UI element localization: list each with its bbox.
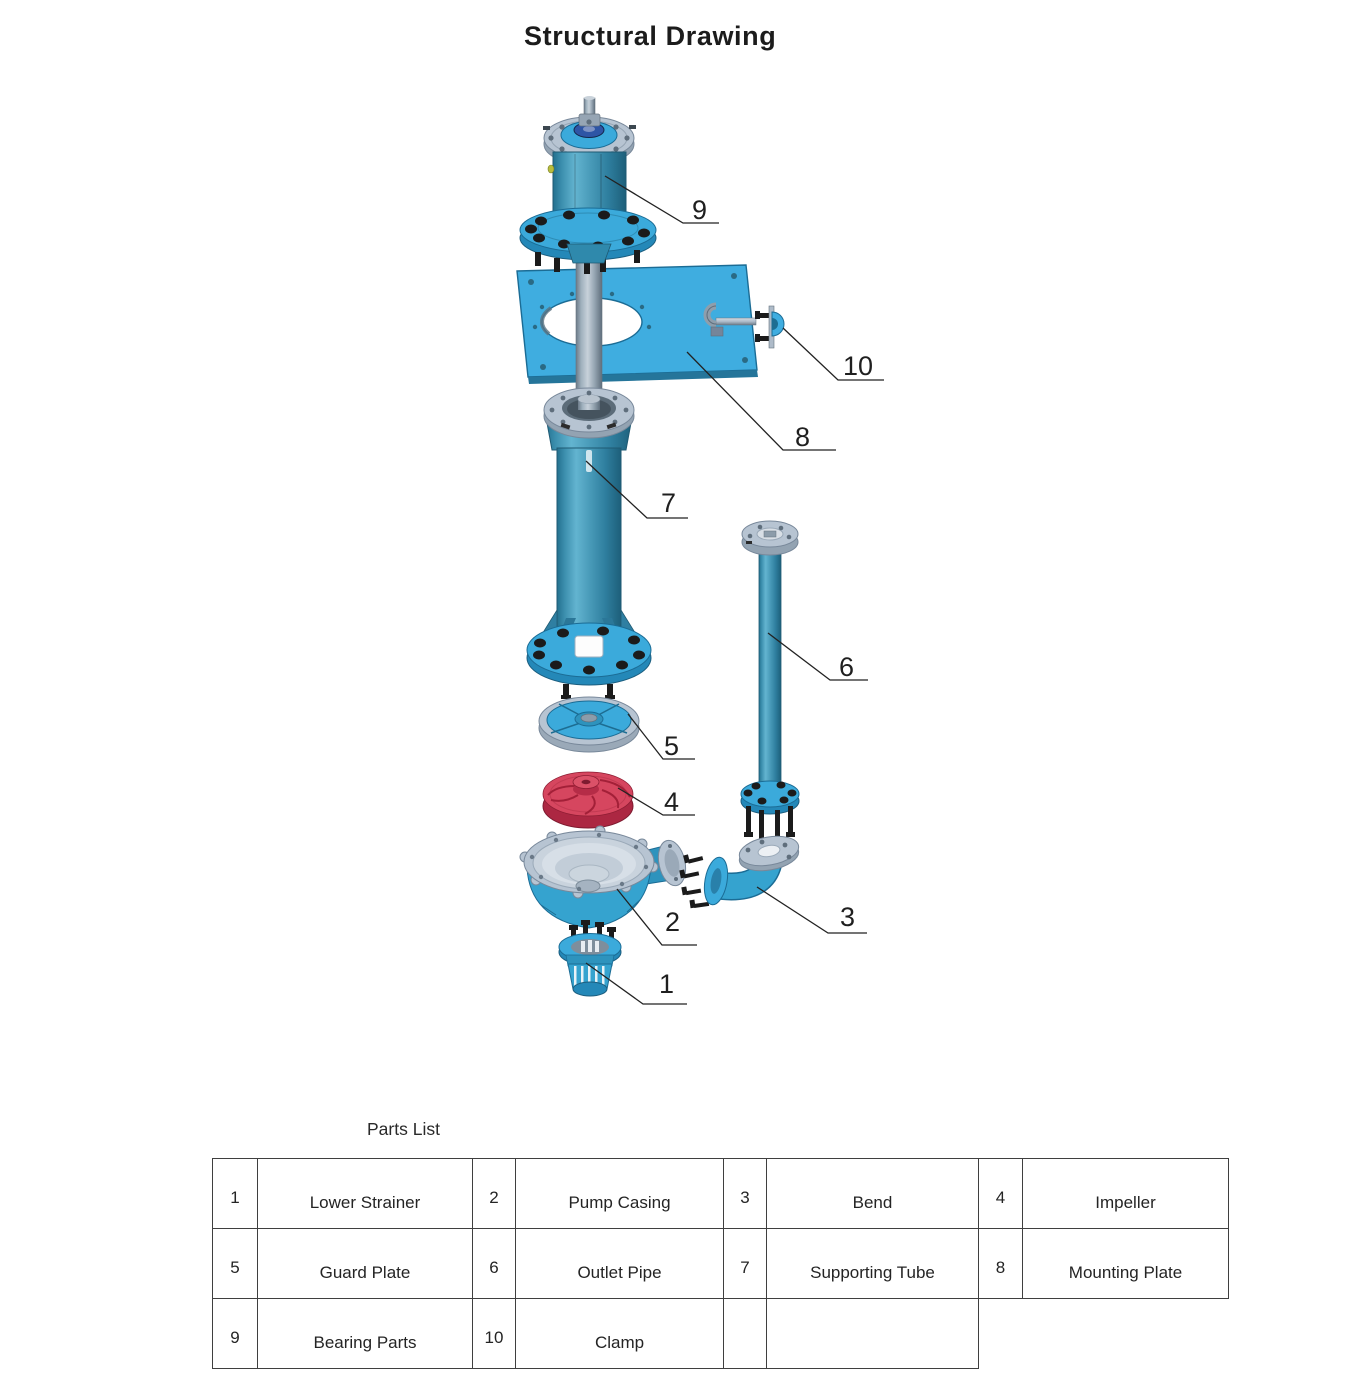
callout-4: 4 [664, 787, 680, 817]
outlet-pipe-illustration [741, 521, 799, 845]
part-number: 5 [213, 1229, 258, 1299]
part-number: 6 [473, 1229, 516, 1299]
callout-10: 10 [843, 351, 874, 381]
part-name: Bearing Parts [258, 1299, 473, 1369]
callout-8: 8 [795, 422, 811, 452]
part-name: Bend [767, 1159, 979, 1229]
part-number: 9 [213, 1299, 258, 1369]
part-number: 7 [724, 1229, 767, 1299]
lower-strainer-illustration [559, 920, 621, 996]
part-name: Clamp [516, 1299, 724, 1369]
bend-illustration [679, 832, 801, 908]
callout-1: 1 [659, 969, 675, 999]
supporting-tube-illustration [527, 388, 651, 699]
callout-3: 3 [840, 902, 856, 932]
parts-list-heading: Parts List [367, 1119, 440, 1139]
callout-6: 6 [839, 652, 855, 682]
part-number: 10 [473, 1299, 516, 1369]
part-number: 8 [979, 1229, 1023, 1299]
part-name: Impeller [1023, 1159, 1229, 1229]
callout-5: 5 [664, 731, 680, 761]
part-name: Supporting Tube [767, 1229, 979, 1299]
callout-9: 9 [692, 195, 708, 225]
callout-2: 2 [665, 907, 681, 937]
part-number: 4 [979, 1159, 1023, 1229]
callout-7: 7 [661, 488, 677, 518]
part-number: 2 [473, 1159, 516, 1229]
part-number: 3 [724, 1159, 767, 1229]
parts-list-table [212, 1158, 1229, 1369]
part-name: Outlet Pipe [516, 1229, 724, 1299]
part-name: Pump Casing [516, 1159, 724, 1229]
part-name: Lower Strainer [258, 1159, 473, 1229]
part-name: Guard Plate [258, 1229, 473, 1299]
bearing-parts-illustration [520, 96, 656, 274]
guard-plate-illustration [539, 697, 639, 752]
empty-cell [767, 1299, 979, 1369]
part-name: Mounting Plate [1023, 1229, 1229, 1299]
impeller-illustration [543, 772, 633, 828]
part-number: 1 [213, 1159, 258, 1229]
page-title: Structural Drawing [524, 21, 777, 51]
empty-cell [724, 1299, 767, 1369]
